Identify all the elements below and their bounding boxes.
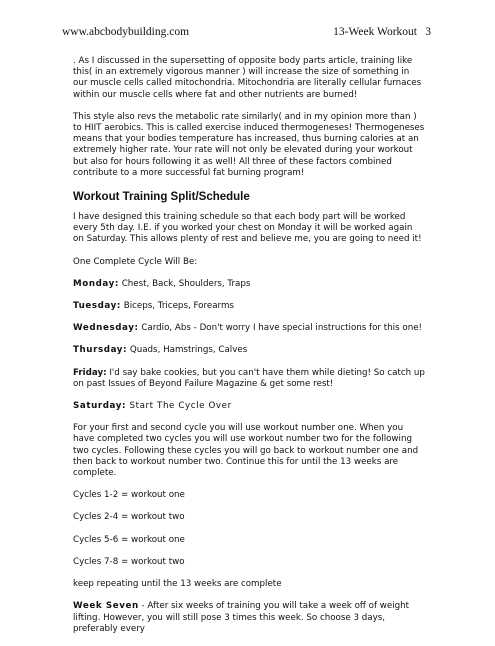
day-label: Wednesday: <box>73 323 139 334</box>
cycle-line: Cycles 1-2 = workout one <box>73 490 185 501</box>
day-label: Saturday: <box>73 401 127 412</box>
day-text: Cardio, Abs - Don't worry I have special instructions for this one! <box>138 323 423 334</box>
day-text: I'd say bake cookies, but you can't have them while dieting! So catch up on past Issues of Beyond Failure Magazine & get some rest! <box>73 367 425 389</box>
schedule-item-tuesday <box>73 301 425 312</box>
header-site: www.abcbodybuilding.com <box>62 26 190 38</box>
page-number: 3 <box>425 26 431 38</box>
cycle-line: Cycles 2-4 = workout two <box>73 512 185 523</box>
keep-repeating: keep repeating until the 13 weeks are complete <box>73 579 282 590</box>
paragraph-metabolic-rate: This style also revs the metabolic rate similarly( and in my opinion more than ) to HIIT aerobics. This is called exercise induced thermogeneses! Thermogeneses means that your bodies temperature has increased, thus burning calories at an extremely higher rate. Your rate will not only be elevated during your workout but also for hours following it as well! All three of these factors combined contribute to a more successful fat burning program! <box>73 111 425 178</box>
day-text: Start The Cycle Over <box>126 401 232 412</box>
day-text: Biceps, Triceps, Forearms <box>120 301 234 312</box>
week-seven-paragraph <box>73 601 425 635</box>
day-label: Thursday: <box>73 345 128 356</box>
header-title: 13-Week Workout <box>333 26 417 38</box>
schedule-item-wednesday <box>73 323 425 334</box>
paragraph-mitochondria: . As I discussed in the supersetting of opposite body parts article, training like this( in an extremely vigorous manner ) will increase the size of something in our muscle cells called mitochondria. Mitochondria are literally cellular furnaces within our muscle cells where fat and other nutrients are burned! <box>73 56 422 100</box>
schedule-item-thursday <box>73 345 425 356</box>
day-label: Tuesday: <box>73 301 121 312</box>
cycle-line: Cycles 7-8 = workout two <box>73 556 185 567</box>
paragraph-cycles: For your first and second cycle you will use workout number one. When you have completed two cycles you will use workout number two for the following two cycles. Following these cycles you will go back to workout number one and then back to workout number two. Continue this for until the 13 weeks are complete. <box>73 423 419 479</box>
schedule-item-monday <box>73 279 425 290</box>
cycle-intro: One Complete Cycle Will Be: <box>73 256 198 267</box>
cycle-line: Cycles 5-6 = workout one <box>73 534 185 545</box>
day-text: Chest, Back, Shoulders, Traps <box>118 278 251 289</box>
day-label: Friday: <box>73 367 107 378</box>
schedule-item-saturday <box>73 401 425 412</box>
week-seven-label: Week Seven <box>73 601 139 612</box>
section-heading: Workout Training Split/Schedule <box>73 191 250 204</box>
day-label: Monday: <box>73 278 119 289</box>
paragraph-schedule-intro: I have designed this training schedule so that each body part will be worked every 5th day. I.E. if you worked your chest on Monday it will be worked again on Saturday. This allows plenty of rest and believe me, you are going to need it! <box>73 212 422 245</box>
page-content <box>73 56 425 646</box>
day-text: Quads, Hamstrings, Calves <box>127 345 248 356</box>
schedule-item-friday <box>73 368 425 390</box>
week-seven-text: - After six weeks of training you will take a week off of weight lifting. However, you will still pose 3 times this week. So choose 3 days, preferably every <box>73 601 410 634</box>
